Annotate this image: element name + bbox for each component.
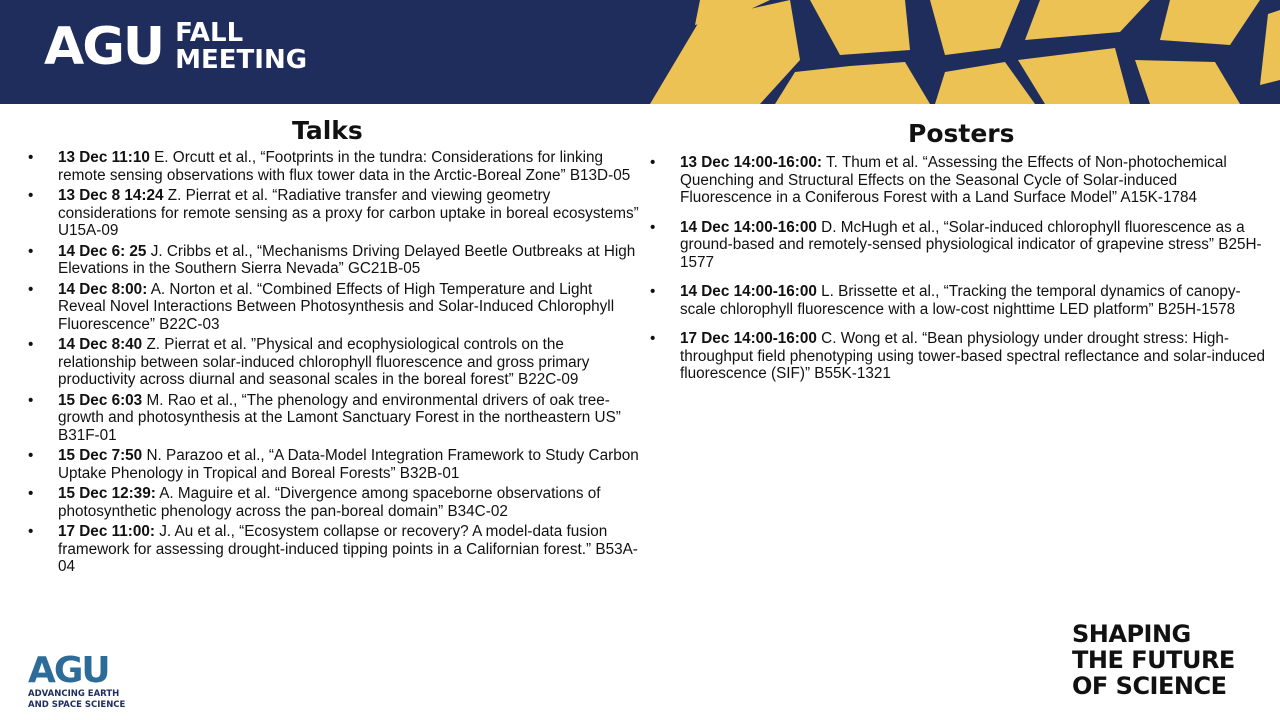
talk-item	[28, 485, 640, 520]
talk-item	[28, 447, 640, 482]
agu-footer-logo	[28, 650, 126, 711]
posters-heading: Posters	[908, 119, 1015, 148]
poster-date: 13 Dec 14:00-16:00:	[680, 154, 823, 171]
talk-date: 14 Dec 8:00:	[58, 280, 148, 298]
talk-item	[28, 243, 640, 278]
poster-date: 17 Dec 14:00-16:00	[680, 330, 817, 347]
logo-line-fall: FALL	[175, 18, 244, 48]
poster-text: C. Wong et al. “Bean physiology under drought stress: High-throughput field phenotyping using tower-based spectral reflectance and solar-induced fluorescence (SIF)” B55K-1321	[680, 330, 1266, 382]
talk-date: 13 Dec 11:10	[58, 149, 150, 166]
agu-footer-logo-text: AGU	[28, 650, 109, 691]
talk-date: 14 Dec 8:40	[58, 336, 143, 353]
talk-text: Z. Pierrat et al. ”Physical and ecophysiological controls on the relationship between solar-induced chlorophyll fluorescence and gross primary productivity across diurnal and seasonal scales in the boreal forest” B22C-09	[58, 336, 590, 388]
poster-date: 14 Dec 14:00-16:00	[680, 283, 817, 300]
poster-date: 14 Dec 14:00-16:00	[680, 218, 817, 236]
poster-text: L. Brissette et al., “Tracking the temporal dynamics of canopy-scale chlorophyll fluorescence with a low-cost nighttime LED platform” B25H-1578	[680, 283, 1241, 318]
poster-text: D. McHugh et al., “Solar-induced chlorophyll fluorescence as a ground-based and remotely-sensed physiological indicator of grapevine stress” B25H-1577	[680, 218, 1262, 271]
poster-item	[650, 283, 1272, 318]
talk-item	[28, 187, 640, 240]
talk-item	[28, 149, 640, 184]
talk-date: 17 Dec 11:00:	[58, 523, 155, 540]
talks-list	[28, 149, 640, 579]
agu-fall-meeting-logo	[44, 17, 308, 77]
talk-date: 13 Dec 8 14:24	[58, 187, 164, 204]
poster-item	[650, 219, 1272, 272]
tagline-line1: ADVANCING EARTH	[28, 689, 120, 699]
talk-item	[28, 523, 640, 576]
agu-logo-text: AGU	[44, 17, 164, 77]
talk-date: 15 Dec 12:39:	[58, 485, 156, 502]
talks-heading: Talks	[292, 116, 363, 145]
talk-date: 15 Dec 6:03	[58, 391, 143, 409]
poster-item	[650, 330, 1272, 383]
header-banner	[0, 0, 1280, 104]
talk-item	[28, 392, 640, 445]
talk-text: M. Rao et al., “The phenology and environmental drivers of oak tree-growth and photosynthesis at the Lamont Sanctuary Forest in the northeastern US” B31F-01	[58, 391, 621, 444]
talk-text: A. Norton et al. “Combined Effects of High Temperature and Light Reveal Novel Interactions Between Photosynthesis and Solar-Induced Chlorophyll Fluorescence” B22C-03	[58, 280, 615, 333]
talk-text: Z. Pierrat et al. “Radiative transfer and viewing geometry considerations for remote sensing as a proxy for carbon uptake in boreal ecosystems” U15A-09	[58, 187, 639, 239]
talk-date: 15 Dec 7:50	[58, 447, 143, 464]
poster-text: T. Thum et al. “Assessing the Effects of Non-photochemical Quenching and Structural Effects on the Seasonal Cycle of Solar-induced Fluorescence in a Coniferous Forest with a Land Surface Model” A15K-1784	[680, 154, 1227, 206]
talk-text: A. Maguire et al. “Divergence among spaceborne observations of photosynthetic phenology across the pan-boreal domain” B34C-02	[58, 485, 601, 520]
talk-item	[28, 281, 640, 334]
shaping-line2: THE FUTURE	[1072, 646, 1235, 674]
fall-meeting-text	[175, 20, 307, 74]
talk-item	[28, 336, 640, 389]
talk-date: 14 Dec 6: 25	[58, 242, 147, 260]
shaping-line3: OF SCIENCE	[1072, 672, 1227, 700]
shaping-line1: SHAPING	[1072, 620, 1191, 648]
talk-text: J. Au et al., “Ecosystem collapse or recovery? A model-data fusion framework for assessing drought-induced tipping points in a Californian forest.” B53A-04	[58, 523, 638, 575]
logo-line-meeting: MEETING	[175, 45, 308, 75]
shaping-the-future-logo	[1072, 621, 1235, 699]
talk-text: N. Parazoo et al., “A Data-Model Integration Framework to Study Carbon Uptake Phenology in Tropical and Boreal Forests” B32B-01	[58, 447, 639, 482]
poster-item	[650, 154, 1272, 207]
talk-text: E. Orcutt et al., “Footprints in the tundra: Considerations for linking remote sensing observations with flux tower data in the Arctic-Boreal Zone” B13D-05	[58, 149, 631, 184]
posters-list	[650, 154, 1272, 395]
tagline-line2: AND SPACE SCIENCE	[28, 700, 126, 710]
talk-text: J. Cribbs et al., “Mechanisms Driving Delayed Beetle Outbreaks at High Elevations in the Southern Sierra Nevada” GC21B-05	[58, 242, 636, 277]
